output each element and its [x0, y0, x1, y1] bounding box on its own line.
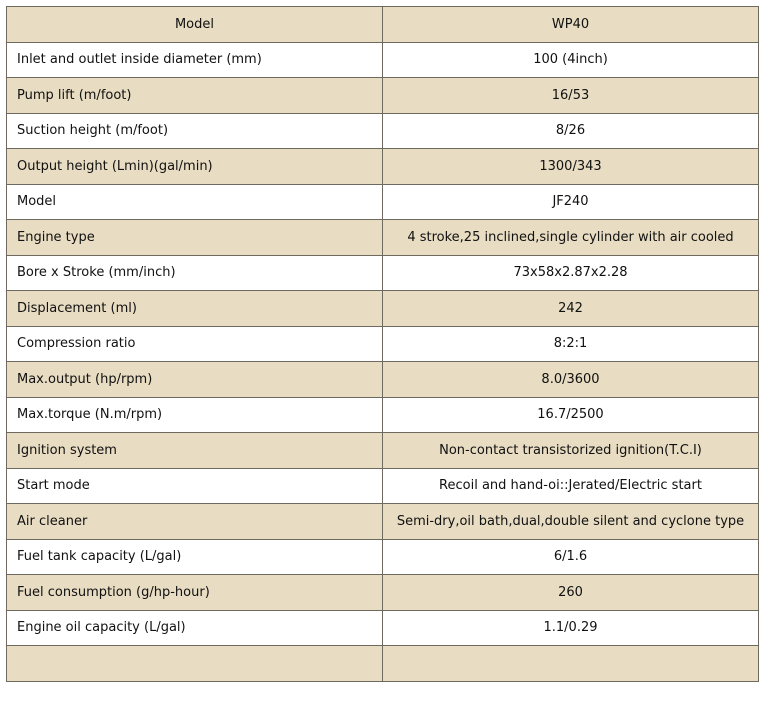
row-value: 73x58x2.87x2.28	[383, 255, 759, 291]
table-row	[7, 78, 759, 114]
row-label: Fuel tank capacity (L/gal)	[7, 539, 383, 575]
table-row	[7, 397, 759, 433]
table-row	[7, 42, 759, 78]
row-label: Output height (Lmin)(gal/min)	[7, 149, 383, 185]
header-value-cell: WP40	[383, 7, 759, 43]
table-row	[7, 113, 759, 149]
row-value: 6/1.6	[383, 539, 759, 575]
table-row	[7, 468, 759, 504]
row-value: 16.7/2500	[383, 397, 759, 433]
row-label: Suction height (m/foot)	[7, 113, 383, 149]
row-value: 8/26	[383, 113, 759, 149]
table-row	[7, 646, 759, 682]
table-row	[7, 539, 759, 575]
row-value: 8:2:1	[383, 326, 759, 362]
spec-table	[6, 6, 759, 682]
table-row	[7, 291, 759, 327]
row-value: 16/53	[383, 78, 759, 114]
row-value: 100 (4inch)	[383, 42, 759, 78]
row-value: 8.0/3600	[383, 362, 759, 398]
row-value: 1.1/0.29	[383, 610, 759, 646]
row-value: 4 stroke,25 inclined,single cylinder with air cooled	[383, 220, 759, 256]
row-value: 242	[383, 291, 759, 327]
table-row	[7, 433, 759, 469]
table-row	[7, 504, 759, 540]
row-label: Air cleaner	[7, 504, 383, 540]
row-label: Engine oil capacity (L/gal)	[7, 610, 383, 646]
row-value: Semi-dry,oil bath,dual,double silent and cyclone type	[383, 504, 759, 540]
row-label: Compression ratio	[7, 326, 383, 362]
row-label: Max.torque (N.m/rpm)	[7, 397, 383, 433]
table-header-row	[7, 7, 759, 43]
row-value: 1300/343	[383, 149, 759, 185]
row-label: Pump lift (m/foot)	[7, 78, 383, 114]
table-row	[7, 362, 759, 398]
table-row	[7, 220, 759, 256]
table-row	[7, 255, 759, 291]
row-label: Max.output (hp/rpm)	[7, 362, 383, 398]
row-label: Engine type	[7, 220, 383, 256]
row-label: Inlet and outlet inside diameter (mm)	[7, 42, 383, 78]
row-value: Non-contact transistorized ignition(T.C.I)	[383, 433, 759, 469]
row-label	[7, 646, 383, 682]
header-label-cell: Model	[7, 7, 383, 43]
row-label: Displacement (ml)	[7, 291, 383, 327]
table-row	[7, 184, 759, 220]
table-row	[7, 575, 759, 611]
table-row	[7, 326, 759, 362]
table-row	[7, 610, 759, 646]
row-label: Ignition system	[7, 433, 383, 469]
row-label: Start mode	[7, 468, 383, 504]
row-label: Bore x Stroke (mm/inch)	[7, 255, 383, 291]
row-value: 260	[383, 575, 759, 611]
row-label: Model	[7, 184, 383, 220]
row-label: Fuel consumption (g/hp-hour)	[7, 575, 383, 611]
table-row	[7, 149, 759, 185]
row-value	[383, 646, 759, 682]
row-value: JF240	[383, 184, 759, 220]
row-value: Recoil and hand-oi::Jerated/Electric start	[383, 468, 759, 504]
